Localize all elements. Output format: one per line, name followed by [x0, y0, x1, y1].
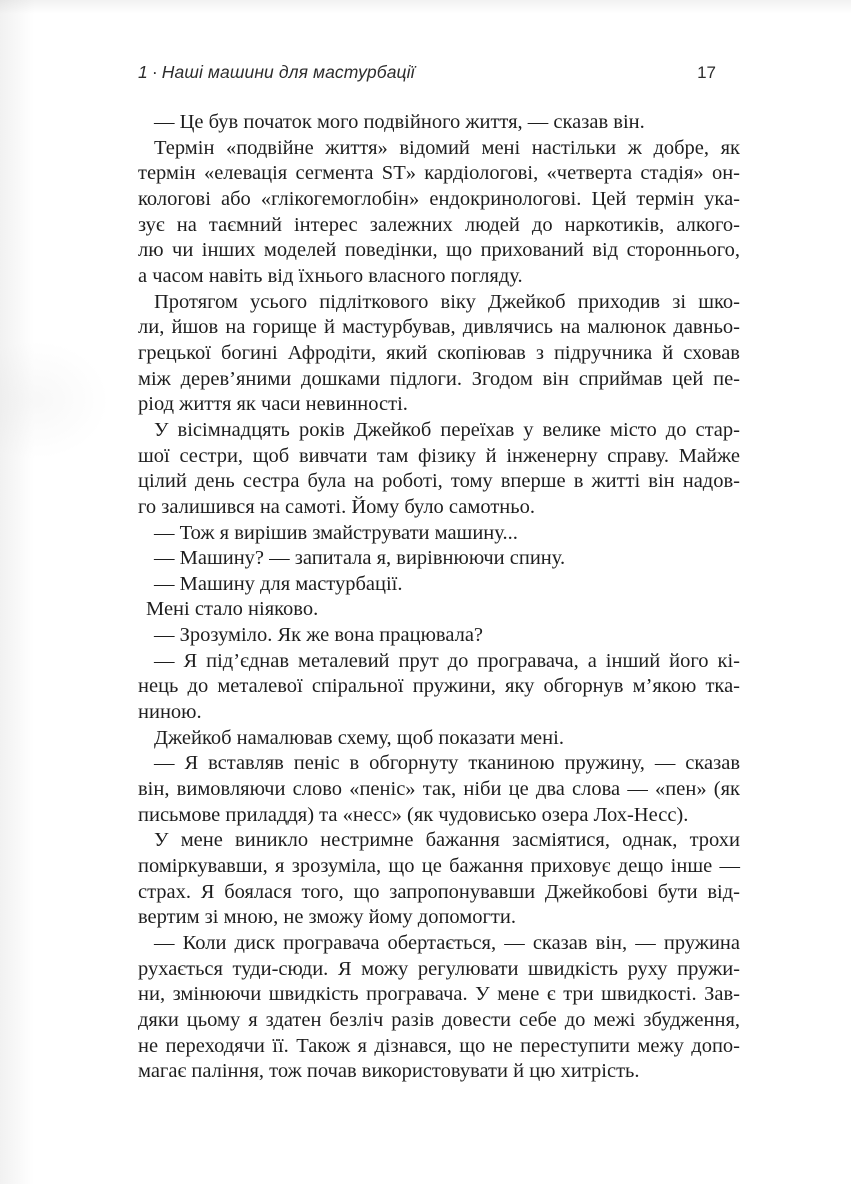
body-text — [138, 110, 740, 1085]
chapter-number: 1 — [138, 62, 148, 82]
text-line: поміркувавши, я зрозуміла, що це бажання приховує дещо інше — — [138, 855, 740, 878]
text-line: цілий день сестра була на роботі, тому вперше в житті він надов- — [138, 470, 740, 493]
paragraph — [138, 649, 740, 726]
text-line: а часом навіть від їхнього власного погляду. — [138, 264, 523, 287]
text-line: У мене виникло нестримне бажання засміятися, однак, трохи — [154, 829, 740, 852]
paragraph — [138, 521, 740, 547]
paragraph — [138, 726, 740, 752]
text-line: не переходячи її. Також я дізнався, що не переступити межу допо- — [138, 1034, 740, 1057]
text-line: між дерев’яними дошками підлоги. Згодом він сприймав цей пе- — [138, 367, 740, 390]
scan-shadow-top — [0, 0, 851, 14]
paragraph — [138, 931, 740, 1085]
paragraph — [138, 136, 740, 290]
text-line: Джейкоб намалював схему, щоб показати мені. — [154, 726, 564, 749]
text-line: Протягом усього підліткового віку Джейкоб приходив зі шко- — [154, 290, 740, 313]
text-line: рухається туди-сюди. Я можу регулювати швидкість руху пружи- — [138, 957, 740, 980]
text-line: грецької богині Афродіти, який скопіював з підручника й сховав — [138, 341, 740, 364]
text-line: дяки цьому я здатен безліч разів довести себе до межі збудження, — [138, 1008, 740, 1031]
text-line: шої сестри, щоб вивчати там фізику й інженерну справу. Майже — [138, 444, 740, 467]
paragraph — [138, 828, 740, 931]
paragraph — [138, 418, 740, 521]
paragraph — [138, 597, 740, 623]
text-line: зує на таємний інтерес залежних людей до наркотиків, алкого- — [138, 213, 740, 236]
scan-shadow-left — [0, 0, 34, 1184]
paragraph — [138, 623, 740, 649]
paragraph — [138, 546, 740, 572]
text-line: магає паління, тож почав використовувати й цю хитрість. — [138, 1060, 640, 1083]
text-line: Термін «подвійне життя» відомий мені настільки ж добре, як — [154, 136, 740, 159]
text-line: письмове приладдя) та «несс» (як чудовисько озера Лох-Несс). — [138, 803, 689, 826]
text-line: — Зрозуміло. Як же вона працювала? — [154, 624, 484, 647]
text-line: ли, йшов на горище й мастурбував, дивлячись на малюнок давньо- — [138, 316, 740, 339]
text-line: термін «елевація сегмента ST» кардіологові, «четверта стадія» он- — [138, 162, 740, 185]
running-head — [138, 62, 740, 83]
text-line: ріод життя як часи невинності. — [138, 393, 408, 416]
text-line: кологові або «глікогемоглобін» ендокринологові. Цей термін ука- — [138, 187, 740, 210]
text-line: страх. Я боялася того, що запропонувавши Джейкобові бути від- — [138, 880, 740, 903]
text-line: У вісімнадцять років Джейкоб переїхав у велике місто до стар- — [154, 418, 740, 441]
text-line: — Я вставляв пеніс в обгорнуту тканиною пружину, — сказав — [154, 752, 740, 775]
paragraph — [138, 572, 740, 598]
text-line: — Машину? — запитала я, вирівнюючи спину. — [154, 547, 566, 570]
text-line: — Я під’єднав металевий прут до програвача, а інший його кі- — [154, 649, 740, 672]
text-line: ниною. — [138, 701, 202, 724]
scan-shadow-blot — [0, 340, 110, 460]
running-head-separator: · — [151, 62, 158, 82]
text-line: Мені стало ніяково. — [146, 598, 319, 621]
text-line: го залишився на самоті. Йому було самотньо. — [138, 495, 535, 518]
running-head-title — [138, 62, 415, 83]
text-line: вертим зі мною, не зможу йому допомогти. — [138, 906, 516, 929]
text-line: лю чи інших моделей поведінки, що прихований від стороннього, — [138, 239, 740, 262]
paragraph — [138, 751, 740, 828]
text-line: — Це був початок мого подвійного життя, — сказав він. — [154, 111, 645, 133]
page-number: 17 — [697, 63, 716, 82]
paragraph — [138, 290, 740, 418]
text-line: він, вимовляючи слово «пеніс» так, ніби це два слова — «пен» (як — [138, 778, 740, 801]
text-line: — Машину для мастурбації. — [154, 572, 403, 595]
text-line: ни, змінюючи швидкість програвача. У мене є три швидкості. Зав- — [138, 983, 740, 1006]
text-line: — Коли диск програвача обертається, — сказав він, — пружина — [154, 932, 740, 954]
chapter-title: Наші машини для мастурбації — [161, 62, 415, 82]
text-line: нець до металевої спіральної пружини, яку обгорнув м’якою тка- — [138, 675, 740, 698]
paragraph — [138, 110, 740, 136]
text-line: — Тож я вирішив змайструвати машину... — [154, 521, 518, 544]
